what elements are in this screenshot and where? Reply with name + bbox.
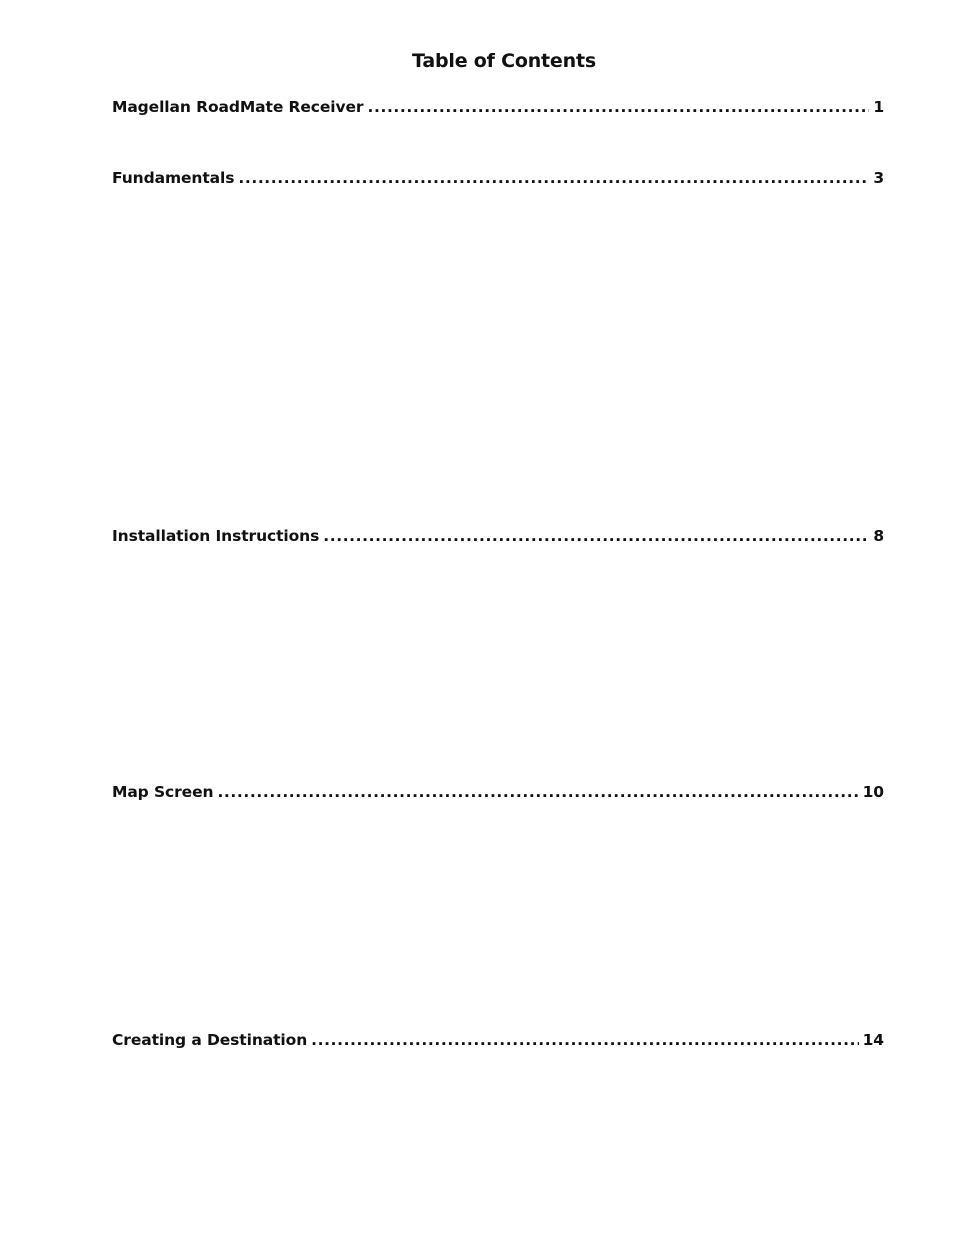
toc-entry-page-number: 10	[862, 783, 884, 801]
toc-entry-installation-instructions[interactable]	[112, 527, 884, 549]
toc-dot-leader	[323, 527, 869, 545]
toc-dot-leader	[311, 1031, 859, 1049]
toc-entry-page-number: 1	[873, 98, 884, 116]
toc-dot-leader	[367, 98, 869, 116]
toc-entry-label: Installation Instructions	[112, 527, 320, 545]
toc-entry-label: Magellan RoadMate Receiver	[112, 98, 364, 116]
toc-entry-page-number: 14	[862, 1031, 884, 1049]
toc-entry-label: Fundamentals	[112, 169, 235, 187]
toc-entry-page-number: 8	[873, 527, 884, 545]
toc-entry-map-screen[interactable]	[112, 783, 884, 805]
toc-dot-leader	[238, 169, 869, 187]
toc-entry-page-number: 3	[873, 169, 884, 187]
toc-entry-fundamentals[interactable]	[112, 169, 884, 191]
page-title: Table of Contents	[412, 50, 596, 72]
toc-dot-leader	[217, 783, 858, 801]
toc-entry-creating-a-destination[interactable]	[112, 1031, 884, 1053]
toc-entry-label: Map Screen	[112, 783, 214, 801]
toc-entry-magellan-roadmate-receiver[interactable]	[112, 98, 884, 120]
toc-entry-label: Creating a Destination	[112, 1031, 308, 1049]
